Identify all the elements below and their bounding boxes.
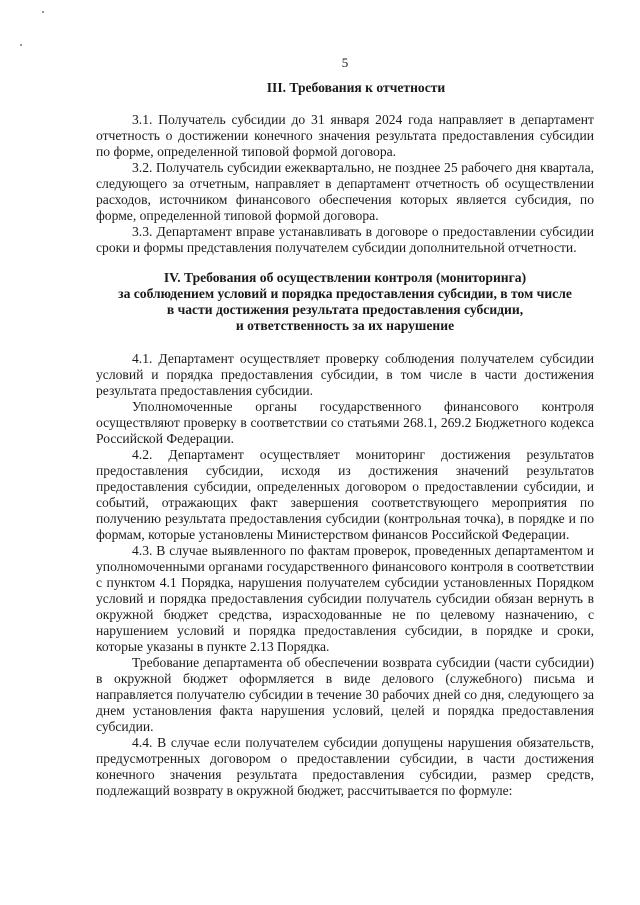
paragraph-3-2: 3.2. Получатель субсидии ежеквартально, не позднее 25 рабочего дня квартала, следующего за отчетным, направляет в департамент отчетность об осуществлении расходов, источником финансового обеспечения которых является субсидия, по форме, определенной типовой формой договора. [96, 160, 594, 223]
section-3-heading: III. Требования к отчетности [266, 80, 446, 95]
paragraph-4-2: 4.2. Департамент осуществляет мониторинг достижения результатов предоставления субсидии, исходя из достижения значений результатов предоставления субсидии, определенных договором о предоставлении субсидии, и событий, отражающих факт завершения соответствующего мероприятия по получению результата предоставления субсидии (контрольная точка), в порядке и по формам, которые установлены Министерством финансов Российской Федерации. [96, 447, 594, 542]
paragraph-4-4: 4.4. В случае если получателем субсидии допущены нарушения обязательств, предусмотренных договором о предоставлении субсидии, в части достижения конечного значения результата предоставления субсидии, размер средств, подлежащий возврату в окружной бюджет, рассчитывается по формуле: [96, 735, 594, 798]
section-4-heading-line: в части достижения результата предоставления субсидии, [166, 302, 524, 317]
scan-speck [20, 44, 22, 46]
section-4-heading-line: за соблюдением условий и порядка предоставления субсидии, в том числе [118, 286, 572, 301]
scan-speck [42, 11, 44, 13]
section-4-heading-line: и ответственность за их нарушение [235, 318, 455, 333]
paragraph-4-1-control: Уполномоченные органы государственного финансового контроля осуществляют проверку в соответствии со статьями 268.1, 269.2 Бюджетного кодекса Российской Федерации. [96, 399, 594, 446]
section-4-heading-line: IV. Требования об осуществлении контроля (мониторинга) [163, 270, 527, 285]
section-4-heading [96, 270, 594, 334]
paragraph-4-3-requirement: Требование департамента об обеспечении возврата субсидии (части субсидии) в окружной бюджет оформляется в виде делового (служебного) письма и направляется получателю субсидии в течение 30 рабочих дней со дня, следующего за днем установления факта нарушения условий, целей и порядка предоставления субсидии. [96, 655, 594, 734]
paragraph-3-3: 3.3. Департамент вправе устанавливать в договоре о предоставлении субсидии сроки и формы представления получателем субсидии дополнительной отчетности. [96, 224, 594, 255]
paragraph-4-1: 4.1. Департамент осуществляет проверку соблюдения получателем субсидии условий и порядка предоставления субсидии, в том числе в части достижения результата предоставления субсидии. [96, 351, 594, 398]
document-body [96, 80, 594, 799]
page-number: 5 [341, 55, 349, 70]
paragraph-4-3: 4.3. В случае выявленного по фактам проверок, проведенных департаментом и уполномоченными органами государственного финансового контроля в соответствии с пунктом 4.1 Порядка, нарушения получателем субсидии установленных Порядком условий и порядка предоставления субсидии получатель субсидии обязан вернуть в окружной бюджет средства, израсходованные не по целевому назначению, с нарушением условий и порядка предоставления субсидии, в порядке и сроки, которые указаны в пункте 2.13 Порядка. [96, 543, 594, 654]
paragraph-3-1: 3.1. Получатель субсидии до 31 января 2024 года направляет в департамент отчетность о достижении конечного значения результата предоставления субсидии по форме, определенной типовой формой договора. [96, 112, 594, 159]
